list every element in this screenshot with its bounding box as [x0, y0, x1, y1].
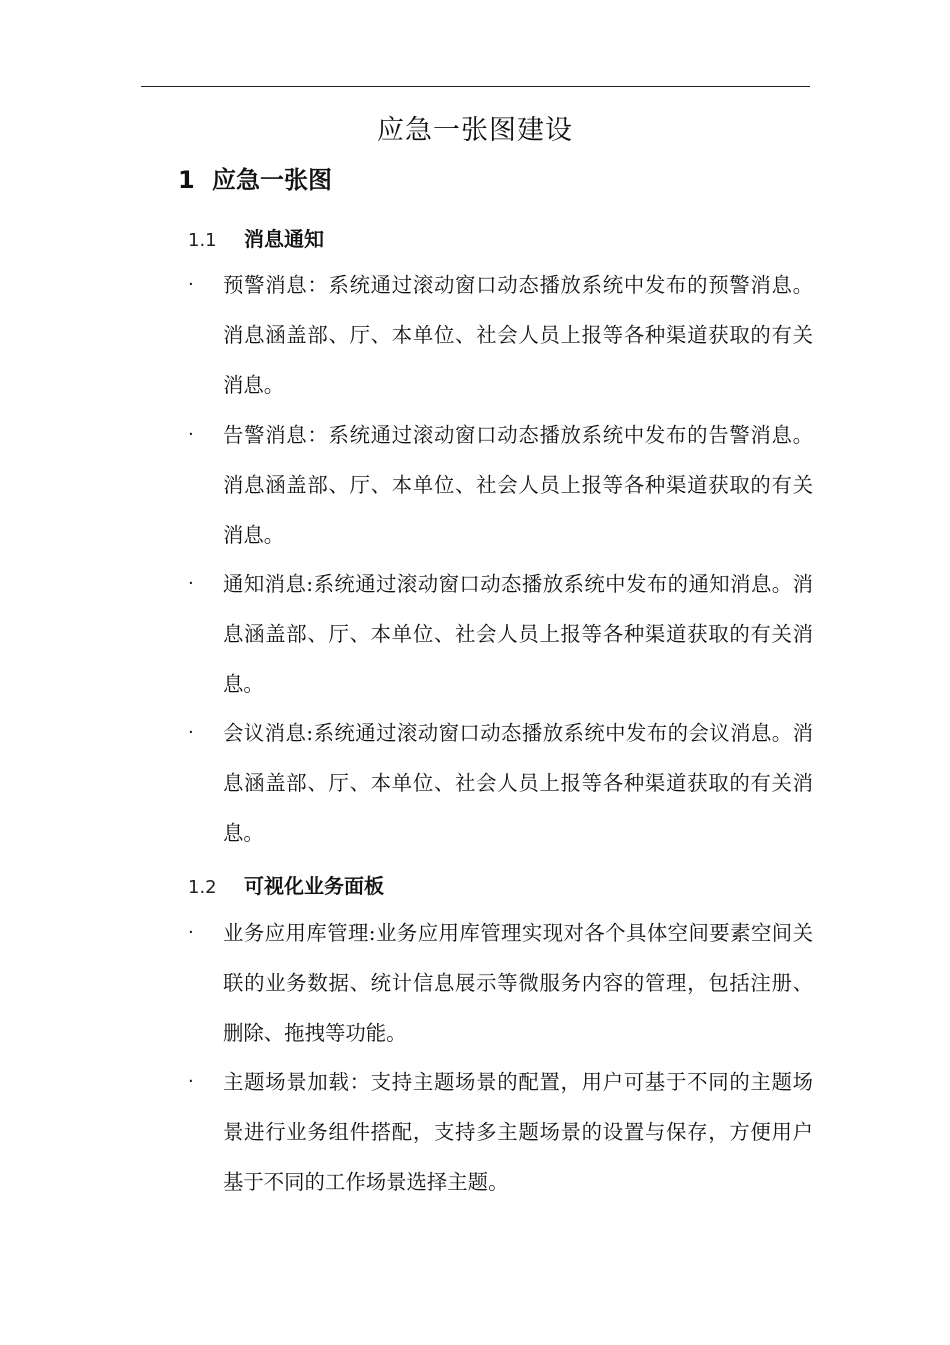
- bullet-icon: ·: [188, 424, 194, 445]
- bullet-icon: ·: [188, 274, 194, 295]
- bullet-icon: ·: [188, 922, 194, 943]
- list-item-text: 业务应用库管理:业务应用库管理实现对各个具体空间要素空间关联的业务数据、统计信息展示等微服务内容的管理，包括注册、删除、拖拽等功能。: [223, 921, 813, 1045]
- list-item-text: 通知消息:系统通过滚动窗口动态播放系统中发布的通知消息。消息涵盖部、厅、本单位、社会人员上报等各种渠道获取的有关消息。: [223, 572, 813, 696]
- bullet-icon: ·: [188, 1071, 194, 1092]
- subsection-number: 1.2: [188, 877, 217, 898]
- list-item-text: 会议消息:系统通过滚动窗口动态播放系统中发布的会议消息。消息涵盖部、厅、本单位、社会人员上报等各种渠道获取的有关消息。: [223, 721, 813, 845]
- subsection-heading-1-1: [188, 224, 324, 256]
- list-item-text: 预警消息：系统通过滚动窗口动态播放系统中发布的预警消息。消息涵盖部、厅、本单位、社会人员上报等各种渠道获取的有关消息。: [223, 273, 813, 397]
- bullet-icon: ·: [188, 573, 194, 594]
- subsection-title: 消息通知: [244, 227, 324, 251]
- section-heading: [178, 162, 332, 198]
- subsection-number: 1.1: [188, 230, 217, 251]
- subsection-title: 可视化业务面板: [244, 874, 384, 898]
- subsection-heading-1-2: [188, 871, 384, 903]
- list-item-text: 主题场景加载：支持主题场景的配置，用户可基于不同的主题场景进行业务组件搭配，支持多主题场景的设置与保存，方便用户基于不同的工作场景选择主题。: [223, 1070, 813, 1194]
- header-rule: [141, 86, 810, 87]
- section-number: 1: [178, 166, 195, 194]
- list-item-text: 告警消息：系统通过滚动窗口动态播放系统中发布的告警消息。消息涵盖部、厅、本单位、社会人员上报等各种渠道获取的有关消息。: [223, 423, 813, 547]
- bullet-icon: ·: [188, 722, 194, 743]
- section-title: 应急一张图: [212, 166, 332, 194]
- document-title: 应急一张图建设: [377, 115, 573, 146]
